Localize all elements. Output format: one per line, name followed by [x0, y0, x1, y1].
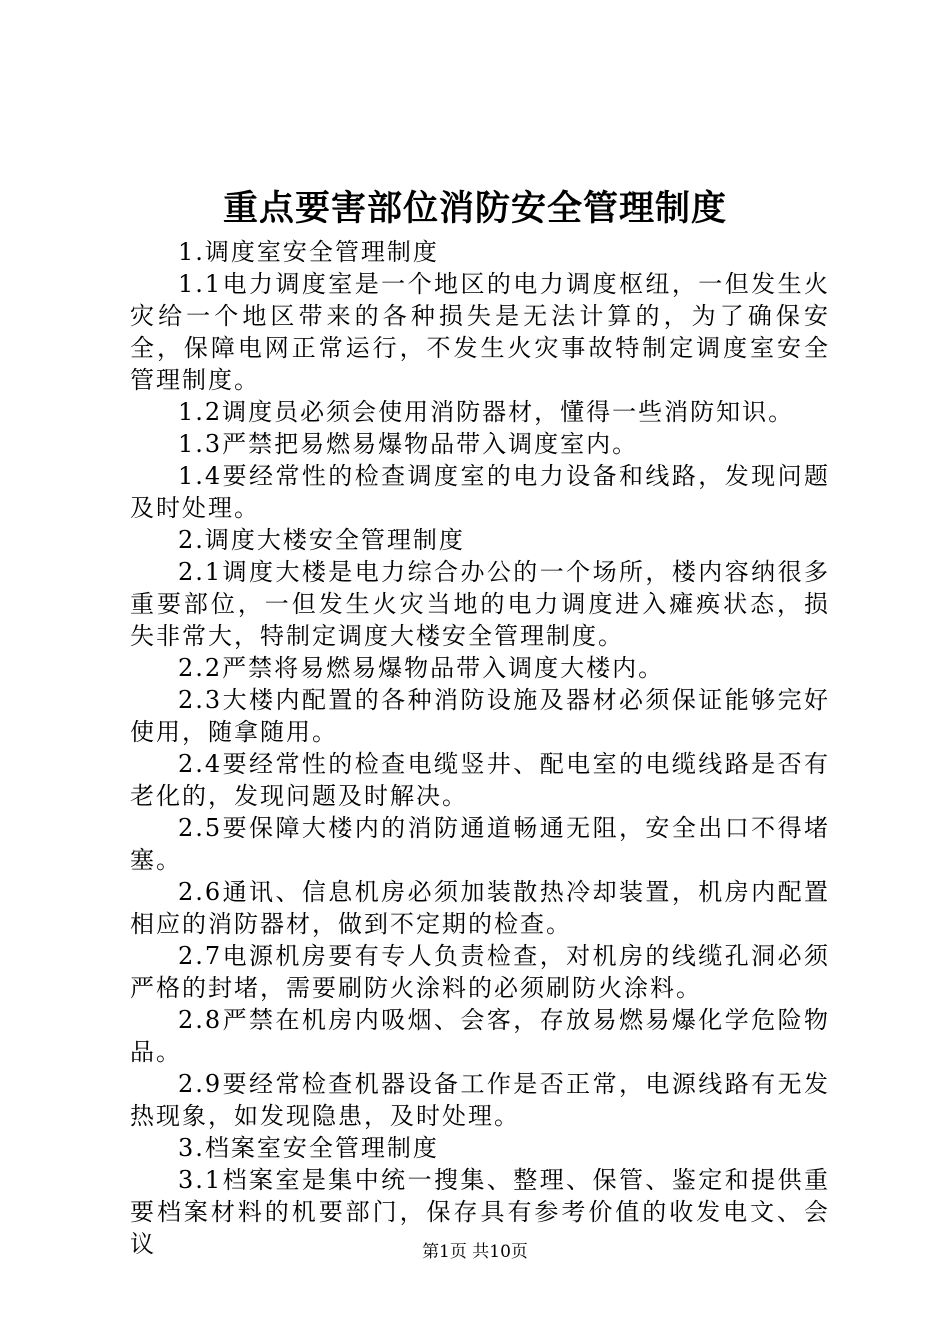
- paragraph: 2.7电源机房要有专人负责检查，对机房的线缆孔洞必须严格的封堵，需要刷防火涂料的必须刷防火涂料。: [130, 942, 830, 1002]
- paragraph: 2.6通讯、信息机房必须加装散热冷却装置，机房内配置相应的消防器材，做到不定期的检查。: [130, 878, 830, 938]
- paragraph: 2.4要经常性的检查电缆竖井、配电室的电缆线路是否有老化的，发现问题及时解决。: [130, 750, 830, 810]
- document-title: 重点要害部位消防安全管理制度: [222, 188, 727, 229]
- paragraph: 2.1调度大楼是电力综合办公的一个场所，楼内容纳很多重要部位，一但发生火灾当地的电力调度进入瘫痪状态，损失非常大，特制定调度大楼安全管理制度。: [130, 558, 830, 650]
- paragraph: 1.4要经常性的检查调度室的电力设备和线路，发现问题及时处理。: [130, 462, 830, 522]
- section-heading: 3.档案室安全管理制度: [178, 1134, 439, 1162]
- section-heading: 2.调度大楼安全管理制度: [178, 526, 465, 554]
- paragraph: 1.3严禁把易燃易爆物品带入调度室内。: [178, 430, 639, 458]
- paragraph: 2.8严禁在机房内吸烟、会客，存放易燃易爆化学危险物品。: [130, 1006, 830, 1066]
- paragraph: 2.2严禁将易燃易爆物品带入调度大楼内。: [178, 654, 665, 682]
- paragraph: 2.5要保障大楼内的消防通道畅通无阻，安全出口不得堵塞。: [130, 814, 830, 874]
- paragraph: 2.3大楼内配置的各种消防设施及器材必须保证能够完好使用，随拿随用。: [130, 686, 830, 746]
- paragraph: 2.9要经常检查机器设备工作是否正常，电源线路有无发热现象，如发现隐患，及时处理。: [130, 1070, 830, 1130]
- section-heading: 1.调度室安全管理制度: [178, 238, 439, 266]
- paragraph: 1.2调度员必须会使用消防器材，懂得一些消防知识。: [178, 398, 795, 426]
- paragraph: 3.1档案室是集中统一搜集、整理、保管、鉴定和提供重要档案材料的机要部门，保存具有参考价值的收发电文、会议: [130, 1166, 830, 1258]
- paragraph: 1.1电力调度室是一个地区的电力调度枢纽，一但发生火灾给一个地区带来的各种损失是无法计算的，为了确保安全，保障电网正常运行，不发生火灾事故特制定调度室安全管理制度。: [130, 270, 830, 394]
- document-body: [130, 236, 830, 1260]
- page-footer: 第1页 共10页: [422, 1242, 528, 1262]
